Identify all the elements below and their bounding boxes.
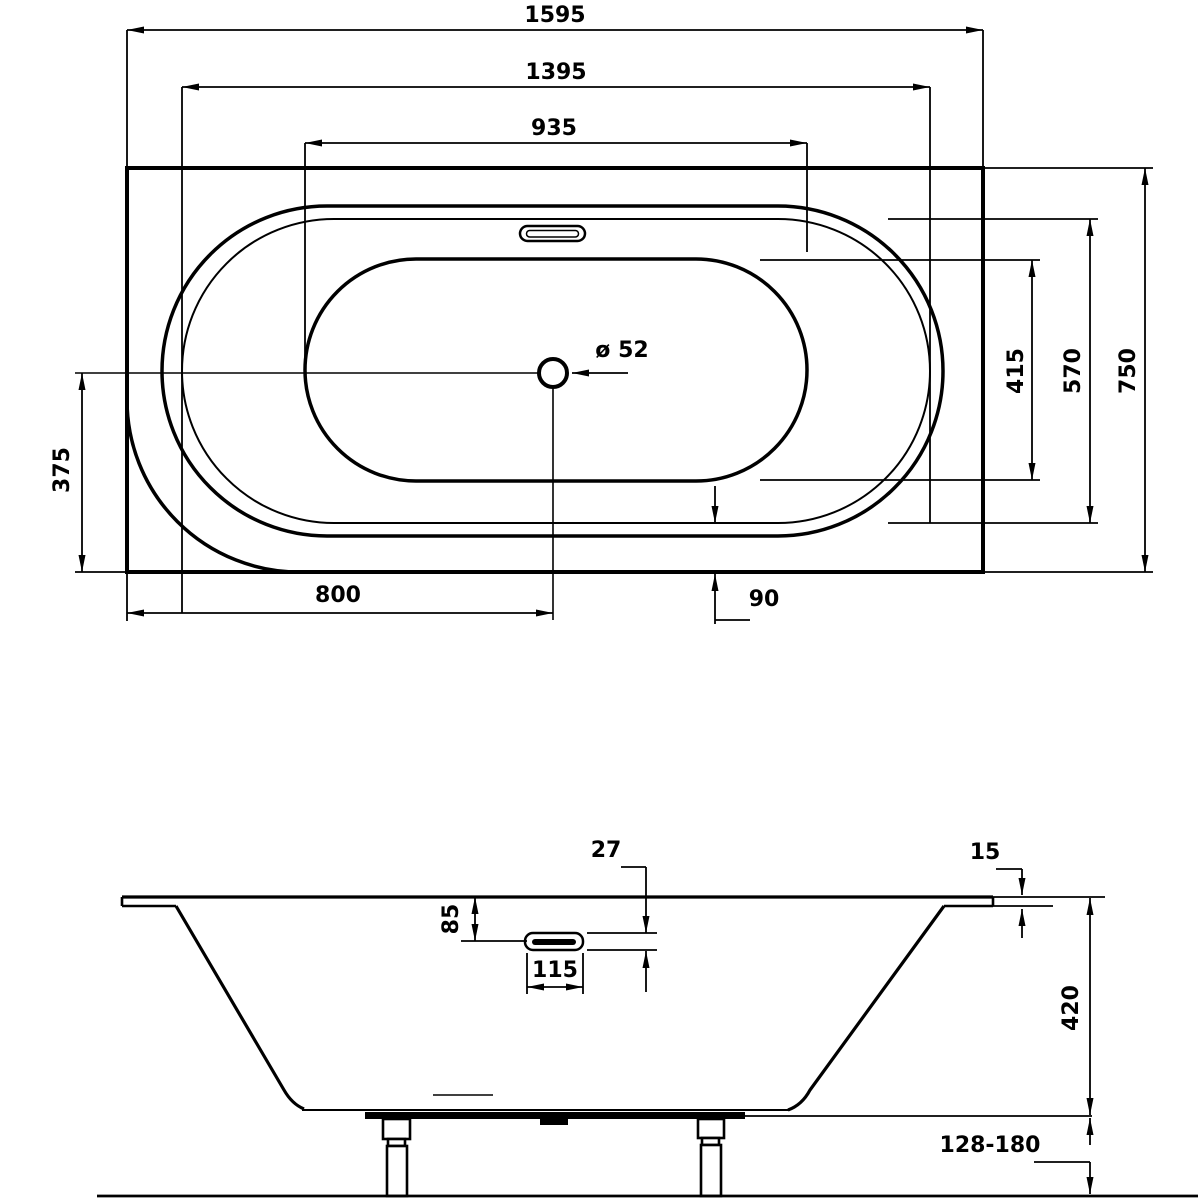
left-wall — [176, 906, 304, 1109]
drain-circle — [539, 359, 567, 387]
overflow-slot-inner — [527, 231, 579, 238]
dim-1595-label: 1595 — [524, 3, 586, 28]
dim-1395-label: 1395 — [525, 60, 587, 85]
top-view — [75, 30, 1153, 624]
dim-basin-length — [305, 143, 807, 368]
dim-drain-diameter-label: ø 52 — [595, 338, 649, 363]
dim-420-label: 420 — [1059, 985, 1084, 1031]
dim-rim-lip-thickness — [996, 869, 1022, 938]
dim-rim-to-edge-gap — [715, 486, 750, 624]
dim-basin-width — [760, 260, 1040, 480]
left-foot — [383, 1119, 410, 1196]
dim-750-label: 750 — [1116, 348, 1141, 394]
dim-570-label: 570 — [1061, 348, 1086, 394]
dim-overflow-slot-height — [587, 867, 657, 992]
dim-rim-to-overflow — [461, 897, 527, 941]
overflow-slot-outer — [520, 226, 585, 241]
dim-935-label: 935 — [531, 116, 577, 141]
dim-90-label: 90 — [748, 587, 780, 612]
shell-corner-arc — [127, 400, 299, 572]
dim-800-label: 800 — [315, 583, 361, 608]
dim-27-label: 27 — [590, 838, 622, 863]
overflow-slit — [532, 939, 576, 945]
right-wall — [788, 906, 944, 1110]
dim-overall-length — [127, 30, 983, 168]
dim-15-label: 15 — [969, 840, 1001, 865]
drain-fitting — [540, 1117, 568, 1125]
dim-feet-height — [1034, 1118, 1090, 1194]
dim-415-label: 415 — [1004, 348, 1029, 394]
dim-375-label: 375 — [50, 447, 75, 493]
dim-85-label: 85 — [439, 903, 464, 935]
dim-drain-offset-vertical — [75, 373, 127, 572]
right-foot — [698, 1119, 724, 1196]
dim-115-label: 115 — [532, 958, 578, 983]
dim-128-180-label: 128-180 — [939, 1133, 1041, 1158]
